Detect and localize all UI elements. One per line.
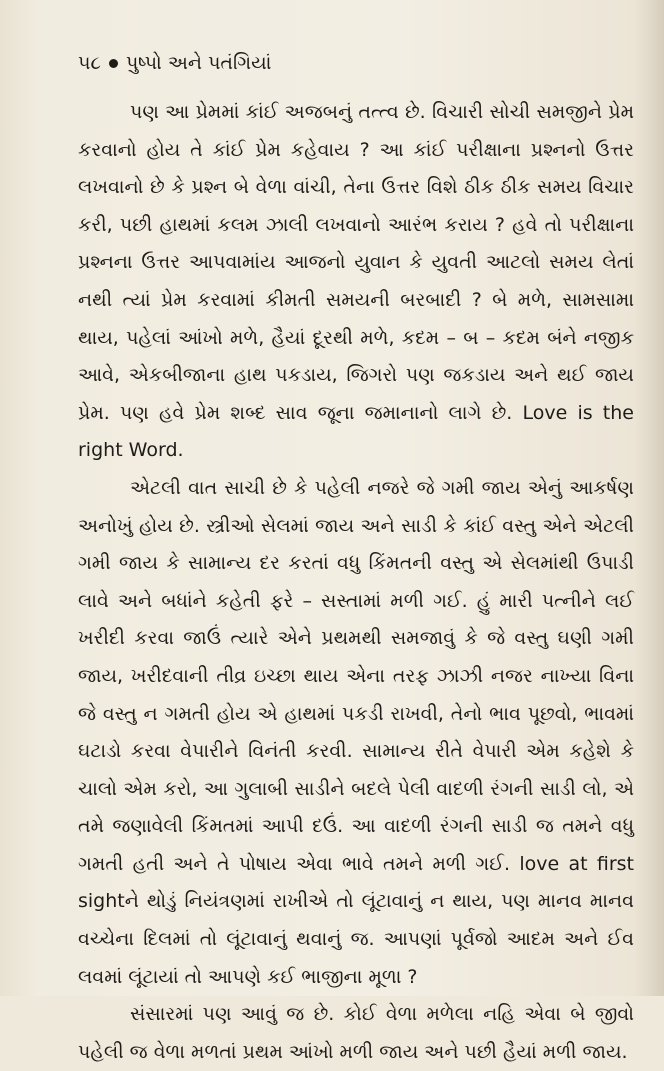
running-header (78, 50, 271, 76)
paragraph-1: પણ આ પ્રેમમાં કાંઈ અજબનું તત્ત્વ છે. વિચારી સોચી સમજીને પ્રેમ કરવાનો હોય તે કાંઈ પ્રેમ કહેવાય ? આ કાંઈ પરીક્ષાના પ્રશ્નનો ઉત્તર લખવાનો છે કે પ્રશ્ન બે વેળા વાંચી, તેના ઉત્તર વિશે ઠીક ઠીક સમય વિચાર કરી, પછી હાથમાં કલમ ઝાલી લખવાનો આરંભ કરાય ? હવે તો પરીક્ષાના પ્રશ્નના ઉત્તર આપવામાંય આજનો યુવાન કે યુવતી આટલો સમય લેતાં નથી ત્યાં પ્રેમ કરવામાં કીમતી સમયની બરબાદી ? બે મળે, સામસામા થાય, પહેલાં આંખો મળે, હૈયાં દૂરથી મળે, કદમ – બ – કદમ બંને નજીક આવે, એકબીજાના હાથ પકડાય, જિગરો પણ જકડાય અને થઈ જાય પ્રેમ. પણ હવે પ્રેમ શબ્દ સાવ જૂના જમાનાનો લાગે છે. Love is the right Word. (78, 101, 634, 462)
paragraph-2: એટલી વાત સાચી છે કે પહેલી નજરે જે ગમી જાય એનું આકર્ષણ અનોખું હોય છે. સ્ત્રીઓ સેલમાં જાય અને સાડી કે કાંઈ વસ્તુ એને એટલી ગમી જાય કે સામાન્ય દર કરતાં વધુ કિંમતની વસ્તુ એ સેલમાંથી ઉપાડી લાવે અને બધાંને કહેતી ફરે – સસ્તામાં મળી ગઈ. હું મારી પત્નીને લઈ ખરીદી કરવા જાઉં ત્યારે એને પ્રથમથી સમજાવું કે જે વસ્તુ ઘણી ગમી જાય, ખરીદવાની તીવ્ર ઇચ્છા થાય એના તરફ ઝાઝી નજર નાખ્યા વિના જે વસ્તુ ન ગમતી હોય એ હાથમાં પકડી રાખવી, તેનો ભાવ પૂછવો, ભાવમાં ઘટાડો કરવા વેપારીને વિનંતી કરવી. સામાન્ય રીતે વેપારી એમ કહેશે કે ચાલો એમ કરો, આ ગુલાબી સાડીને બદલે પેલી વાદળી રંગની સાડી લો, એ તમે જણાવેલી કિંમતમાં આપી દઉં. આ વાદળી રંગની સાડી જ તમને વધુ ગમતી હતી અને તે પોષાય એવા ભાવે તમને મળી ગઈ. love at first sightને થોડું નિયંત્રણમાં રાખીએ તો લૂંટાવાનું ન થાય, પણ માનવ માનવ વચ્ચેના દિલમાં તો લૂંટાવાનું થવાનું જ. આપણાં પૂર્વજો આદમ અને ઈવ લવમાં લૂંટાયાં તો આપણે કઈ ભાજીના મૂળા ? (78, 476, 634, 988)
page-number: ૫૮ (78, 52, 101, 74)
body-text (78, 94, 634, 1071)
bullet-icon (109, 59, 118, 68)
page-edge-shadow (634, 0, 664, 996)
paragraph-3: સંસારમાં પણ આવું જ છે. કોઈ વેળા મળેલા નહિ એવા બે જીવો પહેલી જ વેળા મળતાં પ્રથમ આંખો મળી જાય અને પછી હૈયાં મળી જાય. (78, 1003, 634, 1063)
book-title: પુષ્પો અને પતંગિયાં (125, 52, 272, 74)
